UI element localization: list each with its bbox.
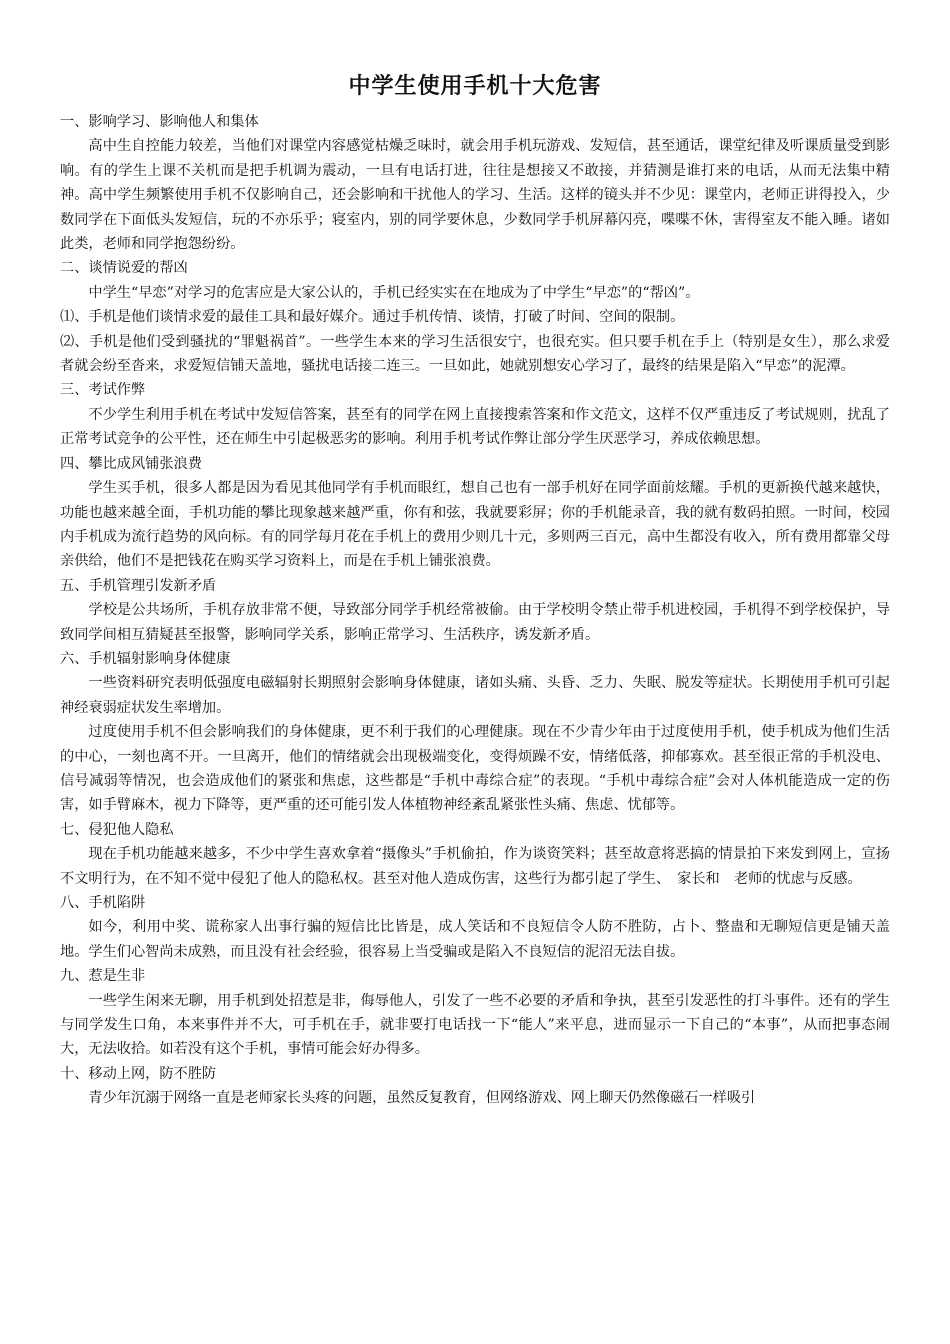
paragraph: 不少学生利用手机在考试中发短信答案，甚至有的同学在网上直接搜索答案和作文范文，这样不仅严重违反了考试规则，扰乱了正常考试竞争的公平性，还在师生中引起极恶劣的影响。利用手机考试作弊让部分学生厌恶学习，养成依赖思想。 (60, 406, 890, 448)
list-item: ⑵、手机是他们受到骚扰的“罪魁祸首”。一些学生本来的学习生活很安宁，也很充实。但只要手机在手上（特别是女生），那么求爱者就会纷至沓来，求爱短信铺天盖地，骚扰电话接二连三。一旦如此，她就别想安心学习了，最终的结果是陷入“早恋”的泥潭。 (60, 333, 890, 375)
section-heading: 六、手机辐射影响身体健康 (60, 650, 231, 667)
paragraph: 过度使用手机不但会影响我们的身体健康，更不利于我们的心理健康。现在不少青少年由于过度使用手机，使手机成为他们生活的中心，一刻也离不开。一旦离开，他们的情绪就会出现极端变化，变得烦躁不安，情绪低落，抑郁寡欢。甚至很正常的手机没电、信号减弱等情况，也会造成他们的紧张和焦虑，这些都是“手机中毒综合症”的表现。“手机中毒综合症”会对人体机能造成一定的伤害，如手臂麻木，视力下降等，更严重的还可能引发人体植物神经紊乱紧张性头痛、焦虑、忧郁等。 (60, 724, 890, 814)
paragraph: 学生买手机，很多人都是因为看见其他同学有手机而眼红，想自己也有一部手机好在同学面前炫耀。手机的更新换代越来越快，功能也越来越全面，手机功能的攀比现象越来越严重，你有和弦，我就要彩屏；你的手机能录音，我的就有数码拍照。一时间，校园内手机成为流行趋势的风向标。有的同学每月花在手机上的费用少则几十元，多则两三百元，高中生都没有收入，所有费用都靠父母亲供给，他们不是把钱花在购买学习资料上，而是在手机上铺张浪费。 (60, 480, 890, 570)
section-heading: 十、移动上网，防不胜防 (60, 1065, 217, 1082)
page-title: 中学生使用手机十大危害 (348, 74, 602, 99)
list-item: ⑴、手机是他们谈情求爱的最佳工具和最好媒介。通过手机传情、谈情，打破了时间、空间的限制。 (60, 309, 685, 326)
paragraph: 学校是公共场所，手机存放非常不便，导致部分同学手机经常被偷。由于学校明令禁止带手机进校园，手机得不到学校保护，导致同学间相互猜疑甚至报警，影响同学关系，影响正常学习、生活秩序，诱发新矛盾。 (60, 602, 890, 643)
section-heading: 一、影响学习、影响他人和集体 (60, 114, 259, 130)
section-heading: 二、谈情说爱的帮凶 (60, 260, 188, 277)
paragraph: 如今，利用中奖、谎称家人出事行骗的短信比比皆是，成人笑话和不良短信令人防不胜防，占卜、整蛊和无聊短信更是铺天盖地。学生们心智尚未成熟，而且没有社会经验，很容易上当受骗或是陷入不良短信的泥沼无法自拔。 (60, 919, 890, 960)
section-heading: 七、侵犯他人隐私 (60, 821, 174, 838)
paragraph: 青少年沉溺于网络一直是老师家长头疼的问题，虽然反复教育，但网络游戏、网上聊天仍然像磁石一样吸引 (88, 1090, 756, 1107)
section-heading: 九、惹是生非 (60, 968, 146, 985)
paragraph: 高中生自控能力较差，当他们对课堂内容感觉枯燥乏味时，就会用手机玩游戏、发短信，甚至通话，课堂纪律及听课质量受到影响。有的学生上课不关机而是把手机调为震动，一旦有电话打进，往往是想接又不敢接，并猜测是谁打来的电话，从而无法集中精神。高中学生频繁使用手机不仅影响自己，还会影响和干扰他人的学习、生活。这样的镜头并不少见：课堂内，老师正讲得投入，少数同学在下面低头发短信，玩的不亦乐乎；寝室内，别的同学要休息，少数同学手机屏幕闪亮，喋喋不休，害得室友不能入睡。诸如此类，老师和同学抱怨纷纷。 (60, 138, 890, 253)
paragraph: 一些资料研究表明低强度电磁辐射长期照射会影响身体健康，诸如头痛、头昏、乏力、失眠、脱发等症状。长期使用手机可引起神经衰弱症状发生率增加。 (60, 675, 890, 716)
section-heading: 四、攀比成风铺张浪费 (60, 455, 202, 472)
paragraph: 中学生“早恋”对学习的危害应是大家公认的，手机已经实实在在地成为了中学生“早恋”的“帮凶”。 (88, 284, 700, 301)
section-heading: 五、手机管理引发新矛盾 (60, 577, 217, 594)
section-heading: 三、考试作弊 (60, 382, 146, 399)
section-heading: 八、手机陷阱 (60, 895, 146, 911)
paragraph: 现在手机功能越来越多，不少中学生喜欢拿着“摄像头”手机偷拍，作为谈资笑料；甚至故意将恶搞的情景拍下来发到网上，宣扬不文明行为，在不知不觉中侵犯了他人的隐私权。甚至对他人造成伤害，这些行为都引起了学生、 家长和 老师的忧虑与反感。 (60, 846, 890, 887)
paragraph: 一些学生闲来无聊，用手机到处招惹是非，侮辱他人，引发了一些不必要的矛盾和争执，甚至引发恶性的打斗事件。还有的学生与同学发生口角，本来事件并不大，可手机在手，就非要打电话找一下“能人”来平息，进而显示一下自己的“本事”，从而把事态闹大，无法收拾。如若没有这个手机，事情可能会好办得多。 (60, 992, 890, 1058)
